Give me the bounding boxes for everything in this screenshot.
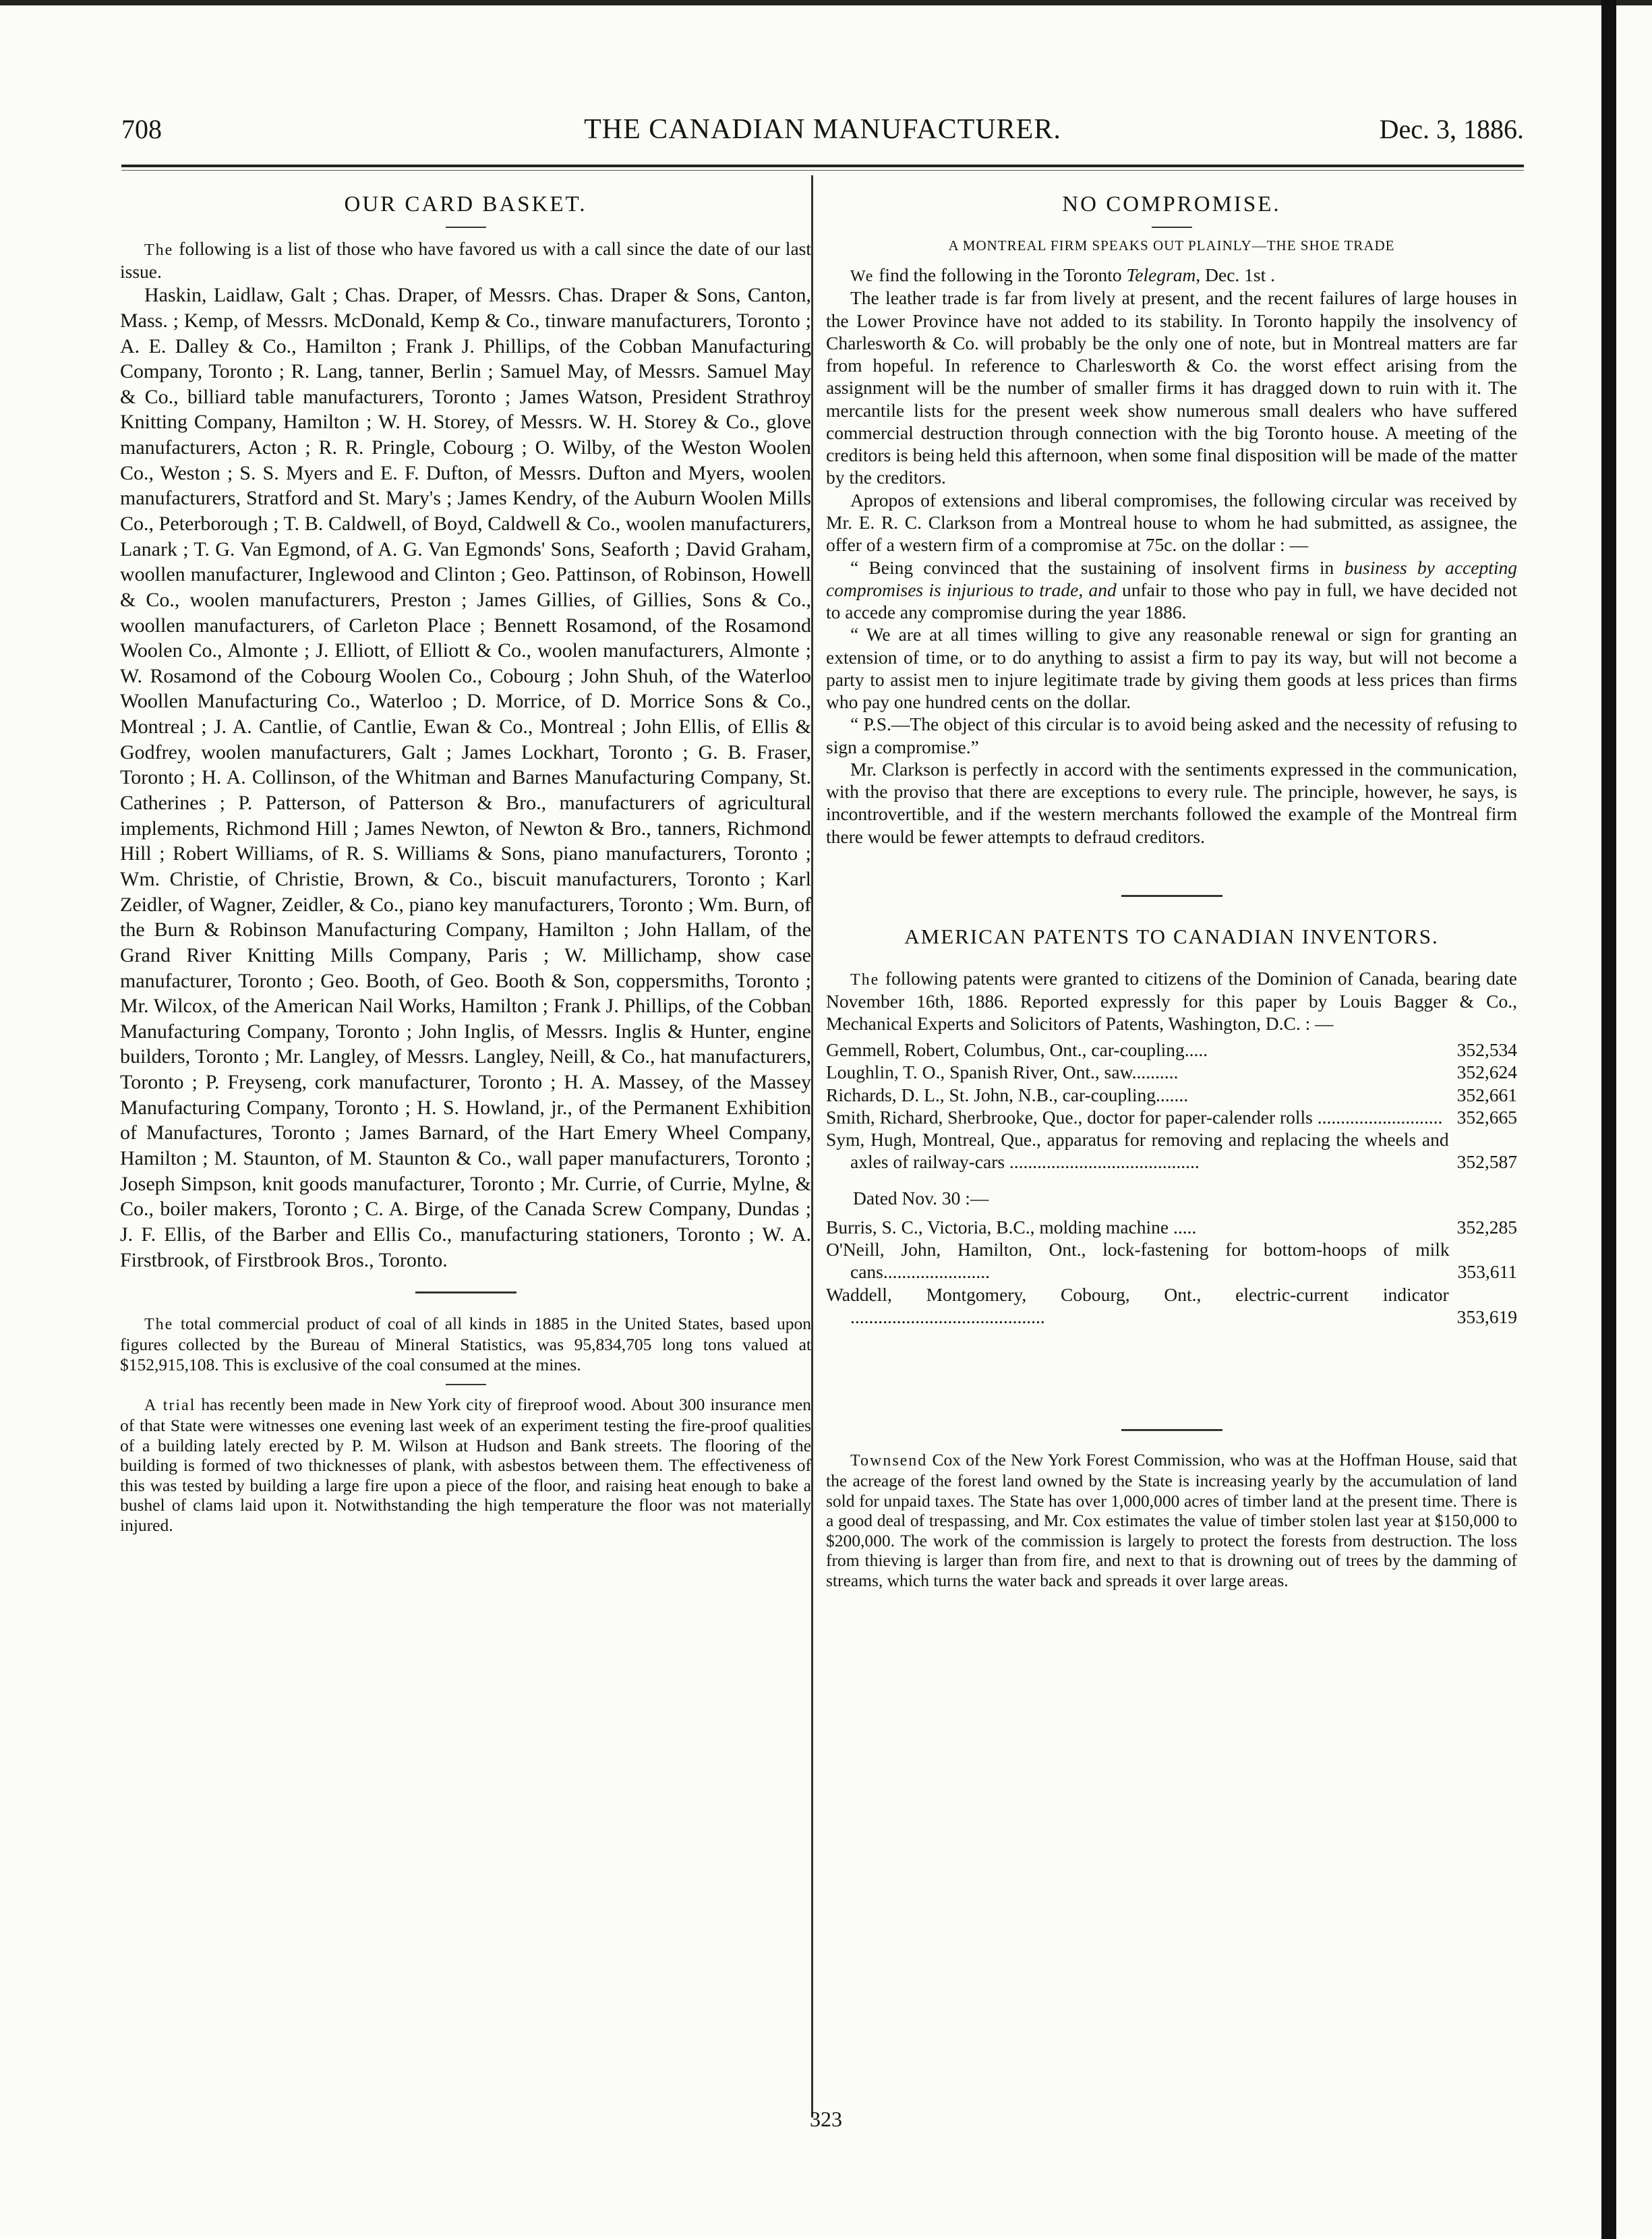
patent-number: 353,611 bbox=[1457, 1261, 1517, 1283]
compromise-subheading: A MONTREAL FIRM SPEAKS OUT PLAINLY—THE SHOE TRADE bbox=[948, 237, 1395, 254]
left-column bbox=[120, 182, 811, 1535]
compromise-paragraph-2: Apropos of extensions and liberal compromises, the following circular was received by Mr. E. R. C. Clarkson from a Montreal house to whom he had submitted, as assignee, the offer of a western firm of a compromise at 75c. on the dollar : — bbox=[826, 489, 1517, 556]
coal-paragraph bbox=[120, 1314, 811, 1374]
patents-intro bbox=[826, 967, 1517, 1035]
patent-entry bbox=[826, 1084, 1517, 1106]
patent-description: Richards, D. L., St. John, N.B., car-coupling....... bbox=[826, 1084, 1189, 1105]
compromise-heading: NO COMPROMISE. bbox=[1062, 192, 1281, 216]
patent-entry bbox=[826, 1128, 1517, 1173]
quote-paragraph-1 bbox=[826, 556, 1517, 624]
drop-lead: Townsend bbox=[850, 1452, 928, 1470]
drop-lead: The bbox=[850, 970, 880, 989]
compromise-paragraph-3: Mr. Clarkson is perfectly in accord with the sentiments expressed in the communication, with the proviso that there are exceptions to every rule. The principle, however, he says, is incontrovertible, and if the western merchants followed the example of the Montreal firm there would be fewer attempts to defraud creditors. bbox=[826, 758, 1517, 847]
header-rule-thin bbox=[121, 170, 1524, 171]
card-basket-list: Haskin, Laidlaw, Galt ; Chas. Draper, of Messrs. Chas. Draper & Sons, Canton, Mass. ; Kemp, of Messrs. McDonald, Kemp & Co., tinware manufacturers, Toronto ; A. E. Dalley & Co., Hamilton ; Frank J. Phillips, of the Cobban Manufacturing Company, Toronto ; R. Lang, tanner, Berlin ; Samuel May, of Messrs. Samuel May & Co., billiard table manufacturers, Toronto ; James Watson, President Strathroy Knitting Company, Hamilton ; W. H. Storey, of Messrs. W. H. Storey & Co., glove manufacturers, Acton ; R. R. Pringle, Cobourg ; O. Wilby, of the Weston Woolen Co., Weston ; S. S. Myers and E. F. Dufton, of Messrs. Dufton and Myers, woolen manufacturers, Stratford and St. Mary's ; James Kendry, of the Auburn Woolen Mills Co., Peterborough ; T. B. Caldwell, of Boyd, Caldwell & Co., woolen manufacturers, Lanark ; T. G. Van Egmond, of A. G. Van Egmonds' Sons, Seaforth ; David Graham, woollen manufacturer, Inglewood and Clinton ; Geo. Pattinson, of Robinson, Howell & Co., woolen manufacturers, Preston ; James Gillies, of Gillies, Sons & Co., woollen manufacturers, of Carleton Place ; Bennett Rosamond, of the Rosamond Woolen Co., Almonte ; J. Elliott, of Elliott & Co., woolen manufacturers, Almonte ; W. Rosamond of the Cobourg Woolen Co., Cobourg ; John Shuh, of the Waterloo Woollen Manufacturing Co., Waterloo ; D. Morrice, of D. Morrice Sons & Co., Montreal ; J. A. Cantlie, of Cantlie, Ewan & Co., Montreal ; John Ellis, of Ellis & Godfrey, woolen manufacturers, Galt ; James Lockhart, Toronto ; G. B. Fraser, Toronto ; H. A. Collinson, of the Whitman and Barnes Manufacturing Company, St. Catherines ; P. Patterson, of Patterson & Bro., manufacturers of agricultural implements, Richmond Hill ; James Newton, of Newton & Bro., tanners, Richmond Hill ; Robert Williams, of R. S. Williams & Sons, piano manufacturers, Toronto ; Wm. Christie, of Christie, Brown, & Co., biscuit manufacturers, Toronto ; Karl Zeidler, of Wagner, Zeidler, & Co., piano key manufacturers, Toronto ; Wm. Burn, of the Burn & Robinson Manufacturing Company, Hamilton ; John Hallam, of the Grand River Knitting Mills Company, Paris ; W. Millichamp, show case manufacturer, Toronto ; Geo. Booth, of Geo. Booth & Son, coppersmiths, Toronto ; Mr. Wilcox, of the American Nail Works, Hamilton ; Frank J. Phillips, of the Cobban Manufacturing Company, Toronto ; John Inglis, of Messrs. Inglis & Hunter, engine builders, Toronto ; Mr. Langley, of Messrs. Langley, Neill, & Co., hat manufacturers, Toronto ; P. Freyseng, cork manufacturer, Toronto ; H. A. Massey, of the Massey Manufacturing Company, Toronto ; H. S. Howland, jr., of the Permanent Exhibition of Manufactures, Toronto ; James Barnard, of the Hart Emery Wheel Company, Hamilton ; M. Staunton, of M. Staunton & Co., wall paper manufacturers, Toronto ; Joseph Simpson, knit goods manufacturer, Toronto ; Mr. Currie, of Currie, Mylne, & Co., boiler makers, Toronto ; C. A. Birge, of the Canada Screw Company, Dundas ; J. F. Ellis, of the Barber and Ellis Co., manufacturing stationers, Toronto ; W. A. Firstbrook, of Firstbrook Bros., Toronto. bbox=[120, 284, 811, 1271]
circular-quote bbox=[826, 556, 1517, 758]
right-column bbox=[826, 182, 1517, 1591]
intro-text: following patents were granted to citizens of the Dominion of Canada, bearing date November 16th, 1886. Reported expressly for this paper by Louis Bagger & Co., Mechanical Experts and Solicitors of Patents, Washington, D.C. : — bbox=[826, 967, 1517, 1034]
patent-description: Sym, Hugh, Montreal, Que., apparatus for removing and replacing the wheels and axles of railway-cars ......................................... bbox=[826, 1129, 1449, 1173]
patent-number: 352,624 bbox=[1456, 1062, 1517, 1083]
drop-lead: The bbox=[144, 241, 174, 259]
patent-entry bbox=[826, 1216, 1517, 1238]
patent-entry bbox=[826, 1238, 1517, 1283]
binding-edge bbox=[1601, 0, 1616, 2239]
drop-lead: We bbox=[850, 268, 875, 286]
patent-description: Waddell, Montgomery, Cobourg, Ont., electric-current indicator .......................................... bbox=[826, 1283, 1449, 1327]
section-dash bbox=[446, 1384, 486, 1385]
header-rule bbox=[121, 165, 1524, 167]
patent-entry bbox=[826, 1039, 1517, 1061]
page-header bbox=[121, 113, 1524, 154]
section-divider bbox=[1121, 895, 1222, 897]
section-dash bbox=[1152, 227, 1192, 228]
compromise-paragraph-1: The leather trade is far from lively at present, and the recent failures of large houses in the Lower Province have not added to its stability. In Toronto happily the insolvency of Charlesworth & Co. will probably be the only one of note, but in Montreal matters are far from hopeful. In reference to Charlesworth & Co. the worst effect arising from the assignment will be the number of smaller firms it has dragged down to ruin with it. The mercantile lists for the present week show numerous small dealers who have suffered commercial destruction through connection with the big Toronto house. A meeting of the creditors is being held this afternoon, when some final disposition will be made of the matter by the creditors. bbox=[826, 287, 1517, 488]
page-number: 708 bbox=[121, 114, 162, 144]
patent-number: 352,534 bbox=[1456, 1039, 1517, 1061]
forest-text: Cox of the New York Forest Commission, who was at the Hoffman House, said that the acreage of the forest land owned by the State is increasing yearly by the accumulation of land sold for unpaid taxes. The State has over 1,000,000 acres of timber land at the present time. There is a good deal of trespassing, and Mr. Cox estimates the value of timber stolen last year at $150,000 to $200,000. The work of the commission is largely to protect the forests from destruction. The loss from thieving is larger than from fire, and next to that is drowning out of trees by the damming of streams, which turns the water back and spreads it over large areas. bbox=[826, 1450, 1517, 1590]
patents-heading: AMERICAN PATENTS TO CANADIAN INVENTORS. bbox=[904, 925, 1439, 948]
patent-list-nov-30 bbox=[826, 1216, 1517, 1328]
compromise-intro bbox=[826, 264, 1517, 287]
intro-text: find the following in the Toronto bbox=[874, 264, 1127, 286]
quote-paragraph-3: “ P.S.—The object of this circular is to avoid being asked and the necessity of refusing to sign a compromise.” bbox=[826, 714, 1517, 757]
forest-article bbox=[826, 1450, 1517, 1590]
patent-list-nov-16 bbox=[826, 1039, 1517, 1173]
publication-title: THE CANADIAN MANUFACTURER. bbox=[584, 114, 1061, 145]
section-divider bbox=[415, 1291, 517, 1293]
card-basket-intro bbox=[120, 237, 811, 283]
quote-text-end: unfair to those who pay in full, we have decided not to accede any compromise during the year 1886. bbox=[826, 579, 1517, 623]
patent-entry bbox=[826, 1283, 1517, 1329]
patent-number: 352,587 bbox=[1456, 1151, 1517, 1173]
patent-description: Loughlin, T. O., Spanish River, Ont., saw.......... bbox=[826, 1062, 1179, 1083]
patent-number: 353,619 bbox=[1456, 1306, 1517, 1327]
quote-text: “ Being convinced that the sustaining of insolvent firms in bbox=[850, 556, 1345, 578]
fireproof-paragraph bbox=[120, 1395, 811, 1535]
coal-article bbox=[120, 1314, 811, 1374]
card-basket-heading: OUR CARD BASKET. bbox=[344, 192, 587, 216]
intro-text-end: , Dec. 1st . bbox=[1196, 264, 1276, 286]
patent-description: O'Neill, John, Hamilton, Ont., lock-fastening for bottom-hoops of milk cans....................... bbox=[826, 1239, 1450, 1283]
patent-number: 352,665 bbox=[1456, 1106, 1517, 1128]
quote-paragraph-2: “ We are at all times willing to give any reasonable renewal or sign for granting an extension of time, or to do anything to assist a firm to pay its way, but will not become a party to assist men to injure legitimate trade by giving them goods at less prices than firms who pay one hundred cents on the dollar. bbox=[826, 624, 1517, 713]
column-divider bbox=[811, 175, 813, 2118]
patent-entry bbox=[826, 1106, 1517, 1128]
patent-number: 352,661 bbox=[1456, 1084, 1517, 1105]
drop-lead: The bbox=[144, 1316, 174, 1334]
section-dash bbox=[446, 227, 486, 228]
intro-text: following is a list of those who have favored us with a call since the date of our last issue. bbox=[120, 237, 811, 282]
section-divider bbox=[1121, 1429, 1222, 1431]
dated-label: Dated Nov. 30 :— bbox=[853, 1187, 989, 1209]
patent-description: Burris, S. C., Victoria, B.C., molding machine ..... bbox=[826, 1216, 1197, 1238]
drop-lead: A trial bbox=[144, 1397, 196, 1415]
quote-italic: business by accepting compromises is injurious to trade, and bbox=[826, 556, 1517, 600]
patent-entry bbox=[826, 1061, 1517, 1083]
newspaper-name: Telegram bbox=[1126, 264, 1196, 286]
patent-number: 352,285 bbox=[1456, 1216, 1517, 1238]
folio-number: 323 bbox=[810, 2107, 842, 2131]
forest-paragraph bbox=[826, 1450, 1517, 1590]
issue-date: Dec. 3, 1886. bbox=[1379, 114, 1524, 144]
fireproof-article bbox=[120, 1395, 811, 1535]
scan-top-edge bbox=[0, 0, 1652, 5]
patent-description: Gemmell, Robert, Columbus, Ont., car-coupling..... bbox=[826, 1039, 1208, 1061]
coal-text: total commercial product of coal of all kinds in 1885 in the United States, based upon figures collected by the Bureau of Mineral Statistics, was 95,834,705 long tons valued at $152,915,108. This is exclusive of the coal consumed at the mines. bbox=[120, 1314, 811, 1374]
patent-description: Smith, Richard, Sherbrooke, Que., doctor for paper-calender rolls ........................... bbox=[826, 1106, 1443, 1128]
fireproof-text: has recently been made in New York city of fireproof wood. About 300 insurance men of that State were witnesses one evening last week of an experiment testing the fire-proof qualities of a building lately erected by P. M. Wilson at Hudson and Bank streets. The flooring of the building is formed of two thicknesses of plank, with asbestos between them. The effectiveness of this was tested by building a large fire upon a piece of the floor, and raising heat enough to bake a bushel of clams laid upon it. Notwithstanding the high temperature the floor was not materially injured. bbox=[120, 1395, 812, 1535]
